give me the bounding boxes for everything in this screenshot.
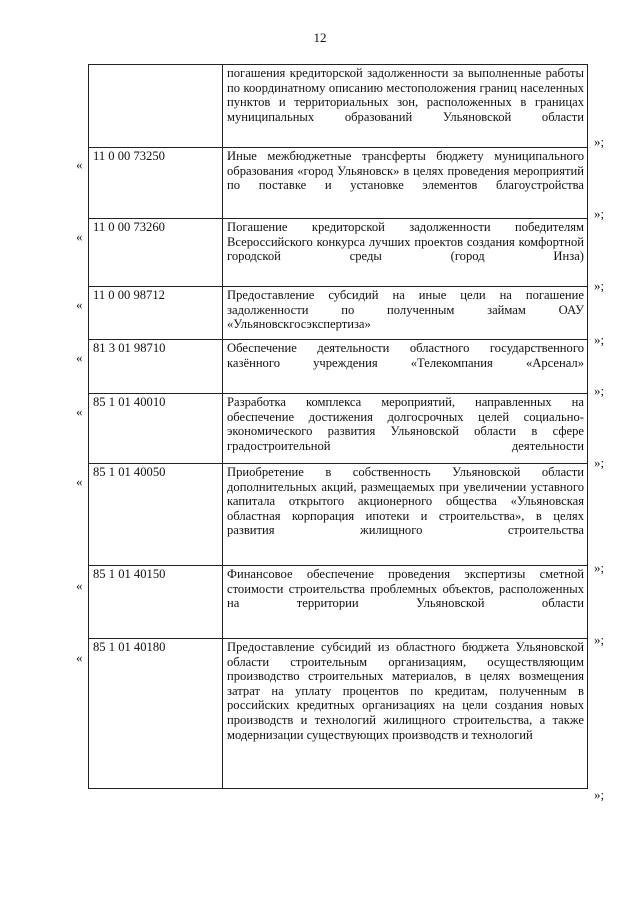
close-quote-semicolon: »; xyxy=(594,278,605,293)
row-code: 85 1 01 40150 xyxy=(89,566,223,639)
table-row xyxy=(89,340,588,394)
open-quote-mark: « xyxy=(76,578,83,593)
row-code: 11 0 00 73260 xyxy=(89,219,223,287)
row-description: Финансовое обеспечение проведения экспертизы сметной стоимости строительства проблемных объектов, расположенных на территории Ульяновской области xyxy=(223,566,588,639)
table-row xyxy=(89,566,588,639)
row-description: Иные межбюджетные трансферты бюджету муниципального образования «город Ульяновск» в целях проведения мероприятий по поставке и установке элементов благоустройства xyxy=(223,148,588,219)
row-description: Предоставление субсидий из областного бюджета Ульяновской области строительным организациям, осуществляющим производство строительных материалов, в целях возмещения затрат на уплату процентов по кредитам, полученным в российских кредитных организациях на цели создания новых производств и технологий жилищного строительства, а также модернизации существующих производств и технологий xyxy=(223,639,588,789)
open-quote-mark: « xyxy=(76,229,83,244)
table-row xyxy=(89,219,588,287)
close-quote-semicolon: »; xyxy=(594,455,605,470)
row-code: 81 3 01 98710 xyxy=(89,340,223,394)
budget-classification-table xyxy=(88,64,588,789)
row-description: Приобретение в собственность Ульяновской области дополнительных акций, размещаемых при увеличении уставного капитала открытого акционерного общества «Ульяновская областная корпорация ипотеки и строительства», в целях развития жилищного строительства xyxy=(223,464,588,566)
open-quote-mark: « xyxy=(76,404,83,419)
close-quote-semicolon: »; xyxy=(594,787,605,802)
row-code xyxy=(89,65,223,148)
open-quote-mark: « xyxy=(76,474,83,489)
row-code: 85 1 01 40010 xyxy=(89,394,223,464)
table-row xyxy=(89,65,588,148)
row-code: 85 1 01 40050 xyxy=(89,464,223,566)
page-number: 12 xyxy=(313,30,327,45)
row-description: Предоставление субсидий на иные цели на погашение задолженности по полученным займам ОАУ «Ульяновскгосэкспертиза» xyxy=(223,287,588,340)
close-quote-semicolon: »; xyxy=(594,206,605,221)
row-code: 11 0 00 98712 xyxy=(89,287,223,340)
open-quote-mark: « xyxy=(76,157,83,172)
row-description: Обеспечение деятельности областного государственного казённого учреждения «Телекомпания «Арсенал» xyxy=(223,340,588,394)
open-quote-mark: « xyxy=(76,297,83,312)
row-description: Разработка комплекса мероприятий, направленных на обеспечение достижения долгосрочных целей социально-экономического развития Ульяновской области в сфере градостроительной деятельности xyxy=(223,394,588,464)
row-description: погашения кредиторской задолженности за выполненные работы по координатному описанию местоположения границ населенных пунктов и территориальных зон, расположенных в границах муниципальных образований Ульяновской области xyxy=(223,65,588,148)
row-code: 85 1 01 40180 xyxy=(89,639,223,789)
table-row xyxy=(89,287,588,340)
row-code: 11 0 00 73250 xyxy=(89,148,223,219)
row-description: Погашение кредиторской задолженности победителям Всероссийского конкурса лучших проектов создания комфортной городской среды (город Инза) xyxy=(223,219,588,287)
close-quote-semicolon: »; xyxy=(594,383,605,398)
open-quote-mark: « xyxy=(76,350,83,365)
close-quote-semicolon: »; xyxy=(594,632,605,647)
table-row xyxy=(89,148,588,219)
close-quote-semicolon: »; xyxy=(594,332,605,347)
close-quote-semicolon: »; xyxy=(594,134,605,149)
table-row xyxy=(89,464,588,566)
table-row xyxy=(89,639,588,789)
close-quote-semicolon: »; xyxy=(594,560,605,575)
table-row xyxy=(89,394,588,464)
open-quote-mark: « xyxy=(76,650,83,665)
